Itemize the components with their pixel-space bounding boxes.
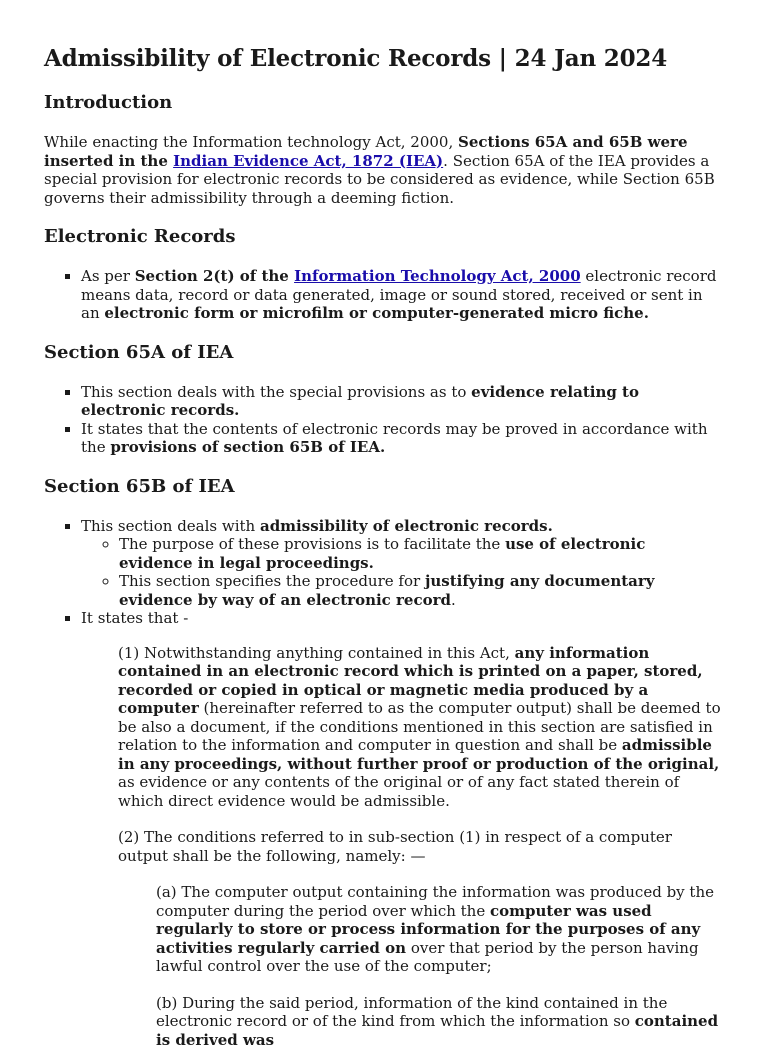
er-text-1: As per [81, 267, 135, 285]
sub-list-item [119, 535, 724, 572]
intro-text-1: While enacting the Information technology Act, 2000, [44, 133, 458, 151]
s65b-sub2-bold: justifying any documentary evidence by way of an electronic record [119, 572, 655, 609]
subclause-a-bold-1: computer was used regularly to store or process information for the purposes of any activities regularly carried on [156, 902, 700, 957]
subclause-a [156, 883, 724, 976]
introduction-paragraph [44, 133, 724, 207]
it-act-link[interactable]: Information Technology Act, 2000 [294, 267, 581, 285]
s65a-bold-2: provisions of section 65B of IEA. [110, 438, 385, 456]
indian-evidence-act-link[interactable]: Indian Evidence Act, 1872 (IEA) [173, 152, 443, 170]
electronic-records-heading: Electronic Records [44, 225, 724, 249]
intro-bold-1: Sections 65A and 65B were inserted in the [44, 133, 688, 170]
subclause-b-text-1: (b) During the said period, information of the kind contained in the electronic record or of the kind from which the information so [156, 994, 667, 1031]
section-65b-sublist [81, 535, 724, 609]
list-item [81, 267, 724, 323]
list-item [81, 420, 724, 457]
introduction-heading: Introduction [44, 91, 724, 115]
er-text-2: electronic record means data, record or data generated, image or sound stored, received or sent in an [81, 267, 716, 322]
page-title: Admissibility of Electronic Records | 24 Jan 2024 [44, 44, 724, 74]
clause-2: (2) The conditions referred to in sub-section (1) in respect of a computer output shall be the following, namely: — [118, 828, 724, 865]
s65a-bold-1: evidence relating to electronic records. [81, 383, 639, 420]
section-65b-heading: Section 65B of IEA [44, 475, 724, 499]
clause-1-bold-1: any information contained in an electronic record which is printed on a paper, stored, recorded or copied in optical or magnetic media produced by a computer [118, 644, 703, 718]
subclause-a-text-1: (a) The computer output containing the information was produced by the computer during the period over which the [156, 883, 714, 920]
intro-text-2: . Section 65A of the IEA provides a special provision for electronic records to be considered as evidence, while Section 65B governs their admissibility through a deeming fiction. [44, 152, 715, 207]
list-item [81, 609, 724, 1049]
statute-quote [118, 644, 724, 1049]
clause-1-text-3: as evidence or any contents of the original or of any fact stated therein of which direct evidence would be admissible. [118, 773, 679, 810]
subclause-a-text-2: over that period by the person having lawful control over the use of the computer; [156, 939, 699, 976]
s65b-bold-1: admissibility of electronic records. [260, 517, 553, 535]
s65b-sub2-end: . [451, 591, 456, 609]
clause-1-text-2: (hereinafter referred to as the computer output) shall be deemed to be also a document, if the conditions mentioned in this section are satisfied in relation to the information and computer in question and shall be [118, 699, 721, 754]
s65b-text-1: This section deals with [81, 517, 260, 535]
subclause-b [156, 994, 724, 1049]
s65b-sub1-bold: use of electronic evidence in legal proceedings. [119, 535, 645, 572]
er-bold-2: electronic form or microfilm or computer-generated micro fiche. [104, 304, 649, 322]
clause-2-subclauses [156, 883, 724, 1049]
s65a-text-2: It states that the contents of electronic records may be proved in accordance with the [81, 420, 707, 457]
sub-list-item [119, 572, 724, 609]
er-bold-1: Section 2(t) of the [135, 267, 294, 285]
clause-1 [118, 644, 724, 811]
section-65b-list [44, 517, 724, 1049]
section-65a-list [44, 383, 724, 457]
s65b-sub1-text: The purpose of these provisions is to facilitate the [119, 535, 505, 553]
list-item [81, 383, 724, 420]
clause-1-text-1: (1) Notwithstanding anything contained in this Act, [118, 644, 515, 662]
s65b-sub2-text: This section specifies the procedure for [119, 572, 425, 590]
section-65a-heading: Section 65A of IEA [44, 341, 724, 365]
electronic-records-list [44, 267, 724, 323]
clause-1-bold-2: admissible in any proceedings, without further proof or production of the original, [118, 736, 719, 773]
list-item [81, 517, 724, 610]
subclause-b-bold-1: contained is derived was [156, 1012, 718, 1049]
s65b-text-2: It states that - [81, 609, 188, 627]
s65a-text-1: This section deals with the special provisions as to [81, 383, 471, 401]
